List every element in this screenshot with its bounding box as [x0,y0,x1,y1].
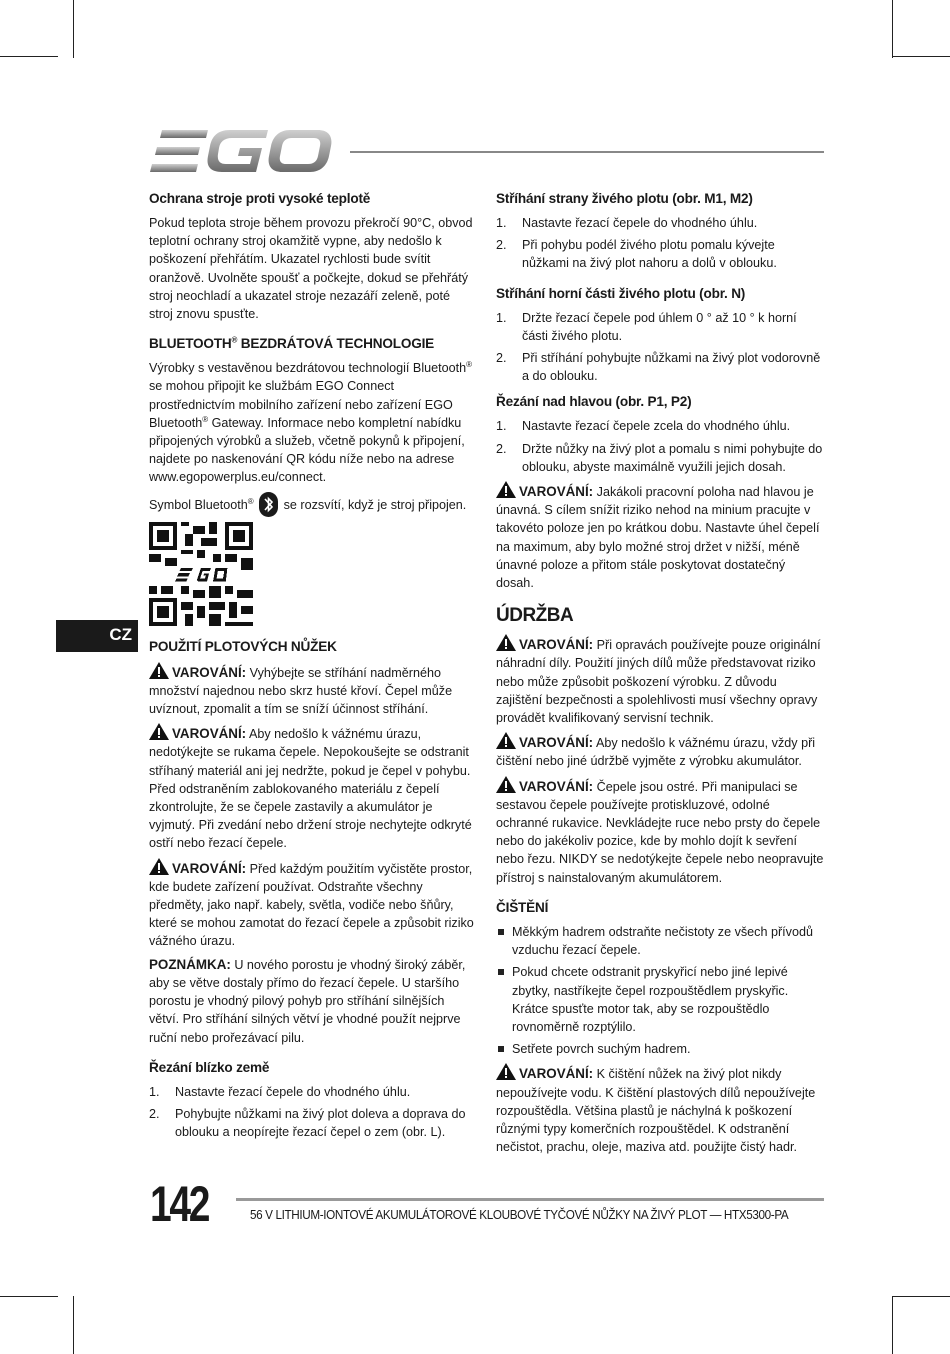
crop-mark [73,0,74,58]
warning-paragraph: VAROVÁNÍ: Před každým použitím vyčistěte prostor, kde budete zařízení používat. Odstraňte všechny předměty, jako např. kabely, světla, vodiče nebo šňůry, které se mohou zamotat do řezací čepele a způsobit riziko vážného úrazu. [149,858,475,951]
language-tab [56,620,138,652]
overhead-section [496,393,824,592]
right-column [496,190,824,1161]
section-title: Řezání blízko země [149,1059,270,1075]
section-title: Řezání nad hlavou (obr. P1, P2) [496,394,692,410]
warning-paragraph: VAROVÁNÍ: Čepele jsou ostré. Při manipulaci se sestavou čepele používejte protiskluzové, odolné ochranné rukavice. Nevkládejte ruce nebo prsty do čepele nebo do jakékoliv pozice, kde by mohlo dojít k sevření nebo řezu. NIKDY se nedotýkejte čepele nebo neopravujte přístroj s nainstalovaným akumulátorem. [496,776,824,887]
numbered-list [496,309,824,386]
section-title: Ochrana stroje proti vysoké teplotě [149,191,371,206]
list-item: 2. Při stříhání pohybujte nůžkami na živý plot vodorovně a do oblouku. [496,351,821,384]
section-title: Stříhání strany živého plotu (obr. M1, M2) [496,191,753,206]
crop-mark [892,1296,893,1354]
crop-mark [0,1296,58,1297]
numbered-list [496,417,824,476]
footer-rule [236,1198,824,1201]
crop-mark [892,1296,950,1297]
bullet-icon [498,1046,504,1052]
header-rule [350,151,824,153]
crop-mark [892,56,950,57]
list-item: Setřete povrch suchým hadrem. [496,1040,824,1058]
footer-title: 56 V LITHIUM-IONTOVÉ AKUMULÁTOROVÉ KLOUBOVÉ TYČOVÉ NŮŽKY NA ŽIVÝ PLOT — HTX5300-PA [250,1208,789,1222]
list-item: 2. Při pohybu podél živého plotu pomalu kývejte nůžkami na živý plot nahoru a dolů v oblouku. [496,238,777,271]
bluetooth-icon [259,492,278,517]
bullet-list [496,923,824,1058]
list-item: 1. Nastavte řezací čepele zcela do vhodného úhlu. [496,419,791,434]
top-section [496,285,824,386]
numbered-list [496,214,824,273]
warning-icon [149,858,169,875]
crop-mark [73,1296,74,1354]
list-item: Měkkým hadrem odstraňte nečistoty ze všech přívodů vzduchu řezací čepele. [496,923,824,959]
list-item: 1. Držte řezací čepele pod úhlem 0 ° až 10 ° k horní části živého plotu. [496,310,797,343]
list-item: 2. Držte nůžky na živý plot a pomalu s nimi pohybujte do oblouku, abyste maximálně využili jejich dosah. [496,441,823,474]
page-number: 142 [150,1176,209,1232]
numbered-list [149,1083,475,1142]
bluetooth-section [149,335,475,625]
paragraph: Výrobky s vestavěnou bezdrátovou technologií Bluetooth® se mohou připojit ke službám EGO Connect prostřednictvím mobilního zařízení nebo zařízení EGO Bluetooth® Gateway. Informace nebo kompletní nabídku připojených výrobků a služeb, včetně pokynů k připojení, najdete po naskenování QR kódu níže nebo na adrese www.egopowerplus.eu/connect. [149,360,473,485]
qr-code [149,522,253,626]
crop-mark [0,56,58,57]
warning-paragraph: VAROVÁNÍ: Při opravách používejte pouze originální náhradní díly. Použití jiných dílů může představovat riziko nebo může způsobit poškození výrobku. Z důvodu zajištění bezpečnosti a spolehlivosti musí všechny opravy provádět kvalifikovaný servisní technik. [496,634,824,727]
list-item: Pokud chcete odstranit pryskyřicí nebo jiné lepivé zbytky, nastříkejte čepel rozpouštědlem pryskyřic. Krátce spusťte motor tak, aby se rozpouštědlo rovnoměrně rozptýlilo. [496,963,824,1036]
warning-paragraph: VAROVÁNÍ: Aby nedošlo k vážnému úrazu, nedotýkejte se rukama čepele. Nepokoušejte se odstranit stříhaný materiál ani jej nedržte, pokud je čepel v pohybu. Před odstraněním zablokovaného materiálu z čepelí zkontrolujte, že se čepele zastavily a akumulátor je vyjmutý. Při zvedání nebo držení stroje nechytejte odkryté ostří nebo řezací čepele. [149,723,475,852]
warning-paragraph: VAROVÁNÍ: Vyhýbejte se stříhání nadměrného množství najednou nebo skrz husté křoví. Čepel může uvíznout, zpomalit a tím se sníží účinnost stříhání. [149,662,475,719]
warning-icon [496,732,516,749]
section-title: POUŽITÍ PLOTOVÝCH NŮŽEK [149,638,337,654]
section-title: Stříhání horní části živého plotu (obr. N) [496,285,746,301]
warning-icon [496,776,516,793]
crop-mark [892,0,893,58]
ego-logo [150,128,332,174]
note-paragraph: POZNÁMKA: U nového porostu je vhodný široký záběr, aby se větve dostaly přímo do řezací čepele. U staršího porostu je vhodný pilový pohyb pro stříhání silnějších větví. Pro stříhání silných větví je vhodné použít nejprve ruční nebo prořezávací pilu. [149,956,466,1045]
usage-section [149,638,475,1047]
warning-paragraph: VAROVÁNÍ: K čištění nůžek na živý plot nikdy nepoužívejte vodu. K čištění plastových dílů nepoužívejte rozpouštědla. Většina plastů je náchylná k poškození různými typy komerčních rozpouštědel. K odstranění nečistot, prachu, oleje, maziva atd. použijte čistý hadr. [496,1063,824,1156]
list-item: 1. Nastavte řezací čepele do vhodného úhlu. [496,216,758,230]
section-heading: ÚDRŽBA [496,605,574,627]
bullet-icon [498,929,504,935]
paragraph: Pokud teplota stroje během provozu překročí 90°C, obvod teplotní ochrany stroj okamžitě vypne, aby nedošlo k poškození přehřátím. Ukazatel rychlosti bude svítit oranžově. Uvolněte spoušť a počkejte, dokud se přehřátý stroj neochladí a ukazatel stroje nezazáří zeleně, poté stroj znovu spusťte. [149,216,473,322]
warning-paragraph: VAROVÁNÍ: Jakákoli pracovní poloha nad hlavou je únavná. S cílem snížit riziko nehod na minium pracujte v takovéto poloze jen po krátkou dobu. Nastavte úhel čepelí na maximum, aby bylo možné stroj držet v nižší, méně únavné poloze a přitom stále poskytovat dostatečný dosah. [496,481,824,592]
paragraph: Symbol Bluetooth® se rozsvítí, když je stroj připojen. [149,492,475,517]
list-item: 2. Pohybujte nůžkami na živý plot doleva a doprava do oblouku a neopírejte řezací čepel o zem (obr. L). [149,1106,466,1140]
warning-icon [496,634,516,651]
bullet-icon [498,969,504,975]
language-tab-label: CZ [109,625,132,644]
maintenance-section [496,604,824,887]
warning-icon [496,481,516,498]
cleaning-section [496,899,824,1156]
ground-section [149,1059,475,1142]
warning-icon [149,723,169,740]
section-title: ČIŠTĚNÍ [496,899,549,915]
warning-icon [496,1063,516,1080]
warning-paragraph: VAROVÁNÍ: Aby nedošlo k vážnému úrazu, vždy při čištění nebo jiné údržbě vyjměte z výrobku akumulátor. [496,732,824,770]
warning-icon [149,662,169,679]
left-column [149,190,475,1146]
list-item: 1. Nastavte řezací čepele do vhodného úhlu. [149,1084,411,1099]
section-title: BLUETOOTH® BEZDRÁTOVÁ TECHNOLOGIE [149,335,435,352]
